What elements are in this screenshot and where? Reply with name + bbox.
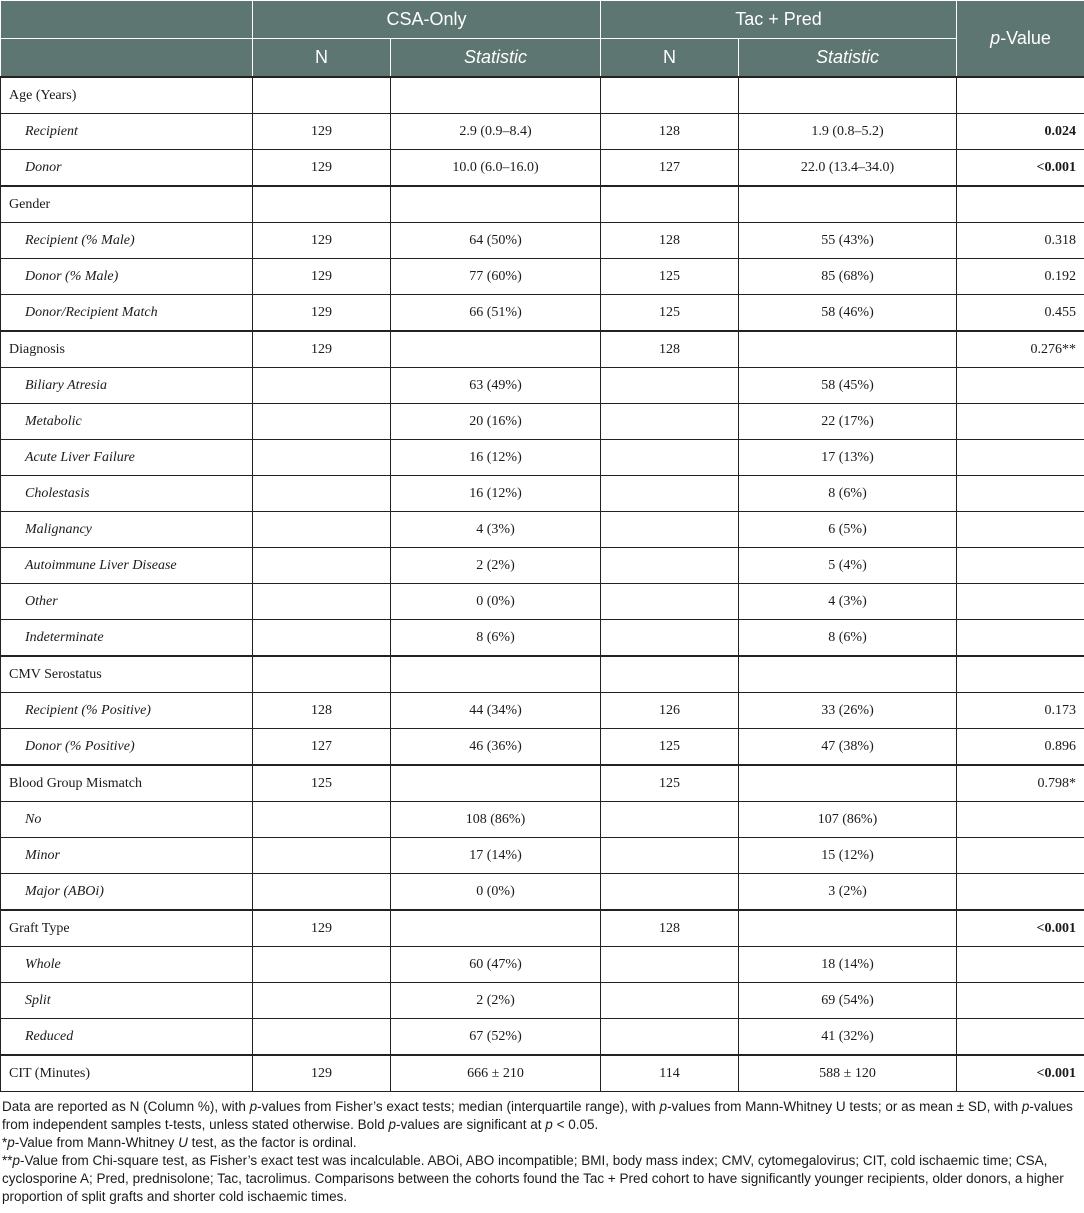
cell-csa-n: [253, 874, 391, 911]
cell-tac-n: 128: [601, 331, 739, 368]
cell-tac-n: [601, 802, 739, 838]
cell-tac-statistic: 588 ± 120: [739, 1055, 957, 1092]
cell-csa-n: 129: [253, 331, 391, 368]
cell-tac-n: [601, 368, 739, 404]
cell-p-value: [957, 404, 1084, 440]
cell-tac-n: [601, 404, 739, 440]
header-statistic-tac-text: Statistic: [816, 47, 880, 67]
cell-csa-statistic: 66 (51%): [391, 295, 601, 332]
row-label: Autoimmune Liver Disease: [1, 548, 253, 584]
cell-csa-statistic: [391, 186, 601, 223]
cell-p-value: [957, 656, 1084, 693]
cell-csa-n: [253, 440, 391, 476]
cell-csa-statistic: 0 (0%): [391, 874, 601, 911]
table-row: [1, 1055, 1084, 1092]
cell-p-value: [957, 440, 1084, 476]
cell-tac-statistic: 15 (12%): [739, 838, 957, 874]
cell-tac-n: 114: [601, 1055, 739, 1092]
row-label: Metabolic: [1, 404, 253, 440]
cell-csa-statistic: 10.0 (6.0–16.0): [391, 150, 601, 187]
cell-csa-statistic: 4 (3%): [391, 512, 601, 548]
cell-p-value: 0.318: [957, 223, 1084, 259]
cell-p-value: [957, 584, 1084, 620]
row-label: Recipient: [1, 114, 253, 150]
cell-p-value: [957, 1019, 1084, 1056]
cell-p-value: [957, 983, 1084, 1019]
table-row: [1, 548, 1084, 584]
table-row: [1, 368, 1084, 404]
table-row: [1, 693, 1084, 729]
table-footnotes: [0, 1092, 1084, 1206]
row-label: CMV Serostatus: [1, 656, 253, 693]
table-row: [1, 77, 1084, 114]
cell-tac-n: [601, 947, 739, 983]
cell-p-value: [957, 476, 1084, 512]
cell-tac-statistic: 18 (14%): [739, 947, 957, 983]
cell-tac-statistic: 58 (45%): [739, 368, 957, 404]
table-row: [1, 584, 1084, 620]
header-n-tac: N: [601, 39, 739, 78]
table-row: [1, 295, 1084, 332]
cell-tac-statistic: 55 (43%): [739, 223, 957, 259]
header-csa-only: CSA-Only: [253, 1, 601, 39]
cell-csa-statistic: 44 (34%): [391, 693, 601, 729]
cell-tac-statistic: 33 (26%): [739, 693, 957, 729]
table-row: [1, 947, 1084, 983]
row-label: Biliary Atresia: [1, 368, 253, 404]
cell-csa-statistic: 17 (14%): [391, 838, 601, 874]
cell-csa-statistic: [391, 765, 601, 802]
cell-csa-n: 129: [253, 150, 391, 187]
cell-tac-statistic: 17 (13%): [739, 440, 957, 476]
cell-tac-n: 128: [601, 910, 739, 947]
cell-tac-n: [601, 584, 739, 620]
cell-tac-statistic: [739, 656, 957, 693]
cell-csa-n: [253, 368, 391, 404]
cell-csa-statistic: [391, 331, 601, 368]
cell-csa-statistic: 2 (2%): [391, 983, 601, 1019]
cell-p-value: [957, 947, 1084, 983]
cell-tac-statistic: [739, 77, 957, 114]
row-label: CIT (Minutes): [1, 1055, 253, 1092]
row-label: Donor: [1, 150, 253, 187]
cell-tac-n: [601, 476, 739, 512]
cell-csa-statistic: 16 (12%): [391, 476, 601, 512]
row-label: Cholestasis: [1, 476, 253, 512]
cell-tac-n: [601, 1019, 739, 1056]
table-row: [1, 656, 1084, 693]
cell-tac-statistic: 22.0 (13.4–34.0): [739, 150, 957, 187]
row-label: Blood Group Mismatch: [1, 765, 253, 802]
table-row: [1, 765, 1084, 802]
row-label: Indeterminate: [1, 620, 253, 657]
cell-tac-statistic: 1.9 (0.8–5.2): [739, 114, 957, 150]
cell-tac-n: 128: [601, 223, 739, 259]
cell-csa-statistic: 8 (6%): [391, 620, 601, 657]
cell-tac-n: [601, 838, 739, 874]
header-empty-cell: [1, 1, 253, 39]
table-row: [1, 512, 1084, 548]
table-row: [1, 1019, 1084, 1056]
cell-p-value: [957, 620, 1084, 657]
cell-p-value: <0.001: [957, 150, 1084, 187]
cell-tac-n: [601, 512, 739, 548]
row-label: Age (Years): [1, 77, 253, 114]
cell-p-value: [957, 512, 1084, 548]
header-p-value: [957, 1, 1084, 78]
cell-tac-n: 125: [601, 729, 739, 766]
cell-p-value: [957, 874, 1084, 911]
cell-csa-statistic: 666 ± 210: [391, 1055, 601, 1092]
cell-csa-statistic: [391, 910, 601, 947]
table-row: [1, 620, 1084, 657]
cell-tac-statistic: 8 (6%): [739, 620, 957, 657]
header-empty-cell-2: [1, 39, 253, 78]
row-label: No: [1, 802, 253, 838]
cell-csa-statistic: 67 (52%): [391, 1019, 601, 1056]
cell-tac-statistic: [739, 186, 957, 223]
cell-csa-statistic: 2.9 (0.9–8.4): [391, 114, 601, 150]
cell-tac-n: 125: [601, 765, 739, 802]
cell-p-value: [957, 548, 1084, 584]
cell-csa-n: [253, 838, 391, 874]
table-row: [1, 910, 1084, 947]
cell-tac-statistic: 107 (86%): [739, 802, 957, 838]
cell-csa-n: 127: [253, 729, 391, 766]
header-statistic-csa-text: Statistic: [463, 47, 528, 67]
cell-tac-statistic: 47 (38%): [739, 729, 957, 766]
cell-p-value: 0.896: [957, 729, 1084, 766]
cell-csa-statistic: 2 (2%): [391, 548, 601, 584]
table-row: [1, 729, 1084, 766]
footnote-2: *p-Value from Mann-Whitney U test, as the factor is ordinal.: [2, 1135, 357, 1150]
cell-csa-n: [253, 983, 391, 1019]
table-body: [1, 77, 1084, 1092]
cell-csa-statistic: [391, 77, 601, 114]
row-label: Gender: [1, 186, 253, 223]
cell-tac-n: [601, 656, 739, 693]
cell-tac-statistic: 22 (17%): [739, 404, 957, 440]
cell-csa-n: 129: [253, 295, 391, 332]
cell-csa-statistic: 16 (12%): [391, 440, 601, 476]
cell-tac-n: [601, 874, 739, 911]
cell-p-value: 0.173: [957, 693, 1084, 729]
table-row: [1, 150, 1084, 187]
row-label: Recipient (% Male): [1, 223, 253, 259]
cell-p-value: 0.798*: [957, 765, 1084, 802]
cell-p-value: [957, 802, 1084, 838]
row-label: Other: [1, 584, 253, 620]
cell-csa-statistic: 20 (16%): [391, 404, 601, 440]
cell-tac-statistic: 58 (46%): [739, 295, 957, 332]
cell-tac-statistic: 4 (3%): [739, 584, 957, 620]
table-row: [1, 186, 1084, 223]
cell-csa-statistic: 46 (36%): [391, 729, 601, 766]
cell-csa-n: 129: [253, 223, 391, 259]
cell-tac-statistic: [739, 765, 957, 802]
cell-p-value: 0.276**: [957, 331, 1084, 368]
table-row: [1, 223, 1084, 259]
cell-tac-n: 128: [601, 114, 739, 150]
header-statistic-tac: [739, 39, 957, 78]
cell-tac-n: [601, 77, 739, 114]
cell-p-value: [957, 368, 1084, 404]
cell-tac-n: [601, 983, 739, 1019]
cell-csa-n: [253, 512, 391, 548]
cell-tac-statistic: 3 (2%): [739, 874, 957, 911]
table-row: [1, 404, 1084, 440]
cell-csa-n: 125: [253, 765, 391, 802]
row-label: Donor (% Positive): [1, 729, 253, 766]
row-label: Diagnosis: [1, 331, 253, 368]
cell-tac-statistic: 41 (32%): [739, 1019, 957, 1056]
footnote-3: **p-Value from Chi-square test, as Fisher’s exact test was incalculable. ABOi, ABO incompatible; BMI, body mass index; CMV, cytomegalovirus; CIT, cold ischaemic time; CSA, cyclosporine A; Pred, prednisolone; Tac, tacrolimus. Comparisons between the cohorts found the Tac + Pred cohort to have significantly younger recipients, older donors, a higher proportion of split grafts and shorter cold ischaemic times.: [2, 1153, 1064, 1204]
cell-tac-statistic: [739, 910, 957, 947]
cell-tac-n: [601, 186, 739, 223]
cell-p-value: [957, 186, 1084, 223]
cell-csa-statistic: [391, 656, 601, 693]
cell-csa-statistic: 64 (50%): [391, 223, 601, 259]
cell-csa-n: [253, 1019, 391, 1056]
cell-p-value: <0.001: [957, 1055, 1084, 1092]
cell-csa-statistic: 108 (86%): [391, 802, 601, 838]
cell-csa-n: [253, 656, 391, 693]
cell-csa-n: [253, 404, 391, 440]
cell-csa-n: 128: [253, 693, 391, 729]
header-p-italic: p: [990, 28, 1001, 48]
cell-csa-n: 129: [253, 259, 391, 295]
cell-csa-n: [253, 77, 391, 114]
table-row: [1, 114, 1084, 150]
cell-csa-n: [253, 947, 391, 983]
table-row: [1, 874, 1084, 911]
row-label: Donor/Recipient Match: [1, 295, 253, 332]
cell-tac-statistic: 8 (6%): [739, 476, 957, 512]
cell-csa-statistic: 63 (49%): [391, 368, 601, 404]
row-label: Donor (% Male): [1, 259, 253, 295]
row-label: Whole: [1, 947, 253, 983]
header-p-rest: -Value: [1000, 28, 1051, 48]
cell-tac-n: 126: [601, 693, 739, 729]
row-label: Acute Liver Failure: [1, 440, 253, 476]
row-label: Split: [1, 983, 253, 1019]
table-row: [1, 476, 1084, 512]
row-label: Recipient (% Positive): [1, 693, 253, 729]
table-row: [1, 440, 1084, 476]
table-row: [1, 983, 1084, 1019]
row-label: Malignancy: [1, 512, 253, 548]
cell-csa-n: 129: [253, 910, 391, 947]
cell-tac-n: [601, 440, 739, 476]
cell-tac-n: [601, 548, 739, 584]
cell-tac-statistic: 85 (68%): [739, 259, 957, 295]
cell-tac-n: [601, 620, 739, 657]
cell-p-value: [957, 838, 1084, 874]
cell-csa-n: [253, 186, 391, 223]
cell-tac-statistic: 6 (5%): [739, 512, 957, 548]
row-label: Graft Type: [1, 910, 253, 947]
cell-tac-n: 127: [601, 150, 739, 187]
cell-csa-n: [253, 620, 391, 657]
cell-csa-n: [253, 802, 391, 838]
cell-tac-n: 125: [601, 295, 739, 332]
cell-tac-statistic: 69 (54%): [739, 983, 957, 1019]
header-tac-pred: Tac + Pred: [601, 1, 957, 39]
header-statistic-csa: [391, 39, 601, 78]
footnote-1: Data are reported as N (Column %), with p-values from Fisher’s exact tests; median (interquartile range), with p-values from Mann-Whitney U tests; or as mean ± SD, with p-values from independent samples t-tests, unless stated otherwise. Bold p-values are significant at p < 0.05.: [2, 1099, 1073, 1132]
cell-tac-statistic: [739, 331, 957, 368]
cell-p-value: [957, 77, 1084, 114]
table-row: [1, 331, 1084, 368]
cell-tac-n: 125: [601, 259, 739, 295]
cell-tac-statistic: 5 (4%): [739, 548, 957, 584]
header-n-csa: N: [253, 39, 391, 78]
cell-p-value: 0.455: [957, 295, 1084, 332]
cell-csa-statistic: 60 (47%): [391, 947, 601, 983]
table-row: [1, 838, 1084, 874]
cell-csa-n: [253, 584, 391, 620]
row-label: Minor: [1, 838, 253, 874]
cell-p-value: 0.192: [957, 259, 1084, 295]
cell-csa-n: [253, 548, 391, 584]
cell-csa-n: 129: [253, 1055, 391, 1092]
table-row: [1, 259, 1084, 295]
cell-p-value: 0.024: [957, 114, 1084, 150]
cell-csa-statistic: 0 (0%): [391, 584, 601, 620]
row-label: Major (ABOi): [1, 874, 253, 911]
cell-csa-n: 129: [253, 114, 391, 150]
cell-csa-statistic: 77 (60%): [391, 259, 601, 295]
cell-p-value: <0.001: [957, 910, 1084, 947]
row-label: Reduced: [1, 1019, 253, 1056]
table-row: [1, 802, 1084, 838]
cell-csa-n: [253, 476, 391, 512]
